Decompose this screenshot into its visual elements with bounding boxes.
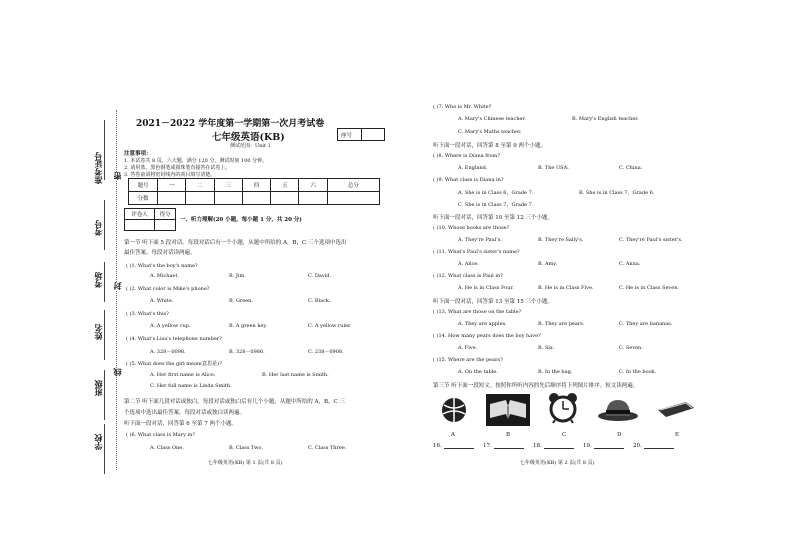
option-c: C. Mary's Maths teacher. (458, 129, 522, 135)
option-a: A. White. (150, 298, 174, 304)
side-name-label: 姓名 (93, 324, 103, 340)
option-a: A. He is in Class Four. (458, 285, 514, 291)
note-item: 1. 本试卷共 8 页，六大题，满分 120 分，测试时间 100 分钟。 (124, 158, 268, 164)
section1-part2-subinstruction: 听下面一段对话，回答第 6 至第 7 两个小题。 (124, 421, 237, 427)
picture-e-pencil-box-icon (656, 400, 696, 420)
option-a: A. 328－0098. (150, 349, 186, 355)
score-table-score-row (129, 192, 380, 205)
option-b: B. They're Sally's. (538, 237, 584, 243)
score-cell[interactable] (242, 192, 270, 205)
grader-score-cell[interactable] (155, 220, 176, 231)
option-a: A. They're Paul's. (458, 237, 502, 243)
option-b: B. A green key. (229, 323, 268, 329)
score-table-header-row (129, 179, 380, 192)
option-b: B. Mary's English teacher. (572, 116, 639, 122)
option-b: B. Amy. (538, 261, 557, 267)
picture-c-alarm-clock-icon (548, 392, 578, 424)
question-8: ( )8. Where is Diana from? (433, 153, 500, 159)
option-c: C. David. (308, 273, 332, 279)
side-field-line (104, 200, 105, 250)
option-a: A. Five. (458, 345, 478, 351)
grader-score-label: 得分 (155, 209, 176, 220)
answer-blank-18[interactable] (533, 443, 574, 449)
answer-line[interactable] (444, 443, 474, 449)
exam-subtitle: 七年级英语(KB) (212, 132, 285, 143)
picture-label: C (562, 432, 567, 438)
answer-blank-19[interactable] (583, 443, 624, 449)
score-table-header: 四 (242, 179, 270, 192)
option-b: B. Class Two. (229, 445, 263, 451)
seal-mark-xian: 线 (112, 368, 122, 376)
answer-line[interactable] (594, 443, 624, 449)
note-item: 3. 答卷前请将密封线内的项目填写清楚。 (124, 172, 216, 178)
option-a: A. Her first name is Alice. (150, 372, 216, 378)
score-cell[interactable] (327, 192, 379, 205)
option-b: B. He is in Class Five. (538, 285, 594, 291)
question-14: ( )14. How many pears does the boy have? (433, 333, 541, 339)
score-cell[interactable] (214, 192, 242, 205)
question-3: ( )3. What's this? (126, 311, 169, 317)
question-13: ( )13. What are those on the table? (433, 309, 522, 315)
answer-blank-20[interactable] (633, 443, 674, 449)
side-field-line (104, 262, 105, 302)
score-table-header: 五 (271, 179, 299, 192)
option-a: A. England. (458, 165, 488, 171)
option-c: C. A yellow ruler. (308, 323, 352, 329)
score-table-row-label: 分数 (129, 192, 158, 205)
question-1: ( )1. What's the boy's name? (126, 263, 198, 269)
option-b: B. Six. (538, 345, 555, 351)
option-c: C. They're Paul's sister's. (619, 237, 683, 243)
section1-part2-instructions: 第二节 听下面几段对话或独白。每段对话或独白后有几个小题，从题中所给的 A，B，C 三 (124, 399, 345, 405)
instruction-10-12: 听下面一段对话，回答第 10 至第 12 三个小题。 (433, 215, 553, 221)
note-item: 2. 请用蓝、黑色钢笔或圆珠笔直接答在试卷上。 (124, 165, 231, 171)
option-b: B. She is in Class 7，Grade 6. (579, 190, 655, 196)
option-a: A. She is in Class 6，Grade 7. (458, 190, 534, 196)
question-15: ( )15. Where are the pears? (433, 357, 503, 363)
seat-number-box[interactable] (337, 128, 385, 141)
grader-reviewer-label: 评卷人 (125, 209, 155, 220)
grader-reviewer-cell[interactable] (125, 220, 155, 231)
picture-d-hat-icon (597, 396, 639, 422)
instruction-13-15: 听下面一段对话，回答第 13 至第 15 三个小题。 (433, 299, 553, 305)
question-11: ( )11. What's Paul's sister's name? (433, 249, 520, 255)
option-c: C. 238－0908. (308, 349, 344, 355)
answer-blank-16[interactable] (433, 443, 474, 449)
answer-number: 17. (483, 443, 492, 449)
option-a: A. Class One. (150, 445, 184, 451)
option-a: A. They are apples. (458, 321, 507, 327)
test-scope: 测试范围：Unit 1 (230, 143, 271, 149)
option-b: B. They are pears. (538, 321, 585, 327)
score-table-header: 六 (299, 179, 327, 192)
answer-number: 19. (583, 443, 592, 449)
picture-label: D (617, 432, 622, 438)
picture-a-ball-icon (437, 396, 471, 424)
option-c: C. Class Three. (308, 445, 347, 451)
option-c: C. China. (619, 165, 643, 171)
seal-mark-feng: 封 (112, 282, 122, 290)
picture-label: A (451, 432, 455, 438)
seat-number-label: 座号 (341, 133, 353, 139)
score-cell[interactable] (299, 192, 327, 205)
score-cell[interactable] (158, 192, 186, 205)
option-c: C. Her full name is Linda Smith. (150, 383, 232, 389)
score-cell[interactable] (271, 192, 299, 205)
option-c: C. They are bananas. (619, 321, 673, 327)
score-cell[interactable] (186, 192, 214, 205)
option-b: B. Jim. (229, 273, 246, 279)
option-a: A. Alice. (458, 261, 479, 267)
side-exam-no-label: 准考证号 (93, 152, 103, 184)
section1-part2-instructions-cont: 个选项中选出最佳答案。每段对话或独白读两遍。 (124, 410, 246, 416)
option-b: B. Her last name is Smith. (262, 372, 329, 378)
score-table-header: 一 (158, 179, 186, 192)
option-c: C. In the book. (619, 369, 657, 375)
score-table-header: 总分 (327, 179, 379, 192)
answer-blank-17[interactable] (483, 443, 524, 449)
answer-number: 20. (633, 443, 642, 449)
option-b: B. 328－0980. (229, 349, 265, 355)
side-room-label: 考场 (93, 272, 103, 288)
score-table-header: 题号 (129, 179, 158, 192)
question-4: ( )4. What's Lisa's telephone number? (126, 336, 222, 342)
option-a: A. Mary's Chinese teacher. (458, 116, 526, 122)
grader-box (124, 208, 176, 231)
question-5: ( )5. What does the girl mean(意思是)? (126, 361, 222, 367)
section1-part3-instructions: 第三节 听下面一段短文。按照你所听内容的先后顺序将下列图片排序。短文读两遍。 (433, 383, 639, 389)
question-10: ( )10. Whose books are those? (433, 225, 510, 231)
answer-line[interactable] (494, 443, 524, 449)
option-c: C. He is in Class Seven. (619, 285, 680, 291)
option-c: C. Anna. (619, 261, 641, 267)
question-2: ( )2. What color is Mike's phone? (126, 286, 210, 292)
side-kaohao-label: 考号 (93, 220, 103, 236)
picture-b-book-icon (486, 394, 530, 426)
option-a: A. A yellow cup. (150, 323, 191, 329)
answer-line[interactable] (544, 443, 574, 449)
side-class-label: 班级 (93, 380, 103, 396)
instruction-8-9: 听下面一段对话，回答第 8 至第 9 两个小题。 (433, 143, 546, 149)
notes-heading: 注意事项： (124, 151, 152, 157)
side-field-line (104, 370, 105, 420)
option-a: A. Michael. (150, 273, 179, 279)
question-7: ( )7. Who is Mr. White? (433, 104, 492, 110)
option-a: A. On the table. (458, 369, 498, 375)
option-b: B. In the bag. (538, 369, 573, 375)
side-field-line (104, 424, 105, 474)
answer-number: 16. (433, 443, 442, 449)
side-field-line (104, 310, 105, 360)
side-field-line (104, 120, 105, 180)
option-b: B. Green. (229, 298, 253, 304)
picture-label: E (675, 432, 680, 438)
section1-part1-instructions-cont: 最佳答案。每段对话读两遍。 (124, 250, 196, 256)
section1-part1-instructions: 第一节 听下面 5 段对话。每段对话后有一个小题，从题中所给的 A，B，C 三个选项中选出 (124, 240, 347, 246)
answer-number: 18. (533, 443, 542, 449)
page-footer-right: 七年级英语(KB) 第 2 页(共 8 页) (520, 460, 595, 466)
side-school-label: 学校 (93, 434, 103, 450)
option-c: C. She is in Class 7，Grade 7. (458, 202, 534, 208)
seal-dotted-line (116, 110, 117, 470)
score-table (128, 178, 380, 205)
answer-line[interactable] (644, 443, 674, 449)
page-footer-left: 七年级英语(KB) 第 1 页(共 8 页) (208, 460, 283, 466)
section1-heading: 一、听力理解(20 小题，每小题 1 分，共 20 分) (180, 217, 302, 223)
exam-title: 2021－2022 学年度第一学期第一次月考试卷 (136, 119, 325, 129)
question-9: ( )9. What class is Diana in? (433, 177, 504, 183)
question-6: ( )6. What class is Mary in? (126, 432, 196, 438)
question-12: ( )12. What class is Paul in? (433, 273, 503, 279)
option-b: B. The USA. (538, 165, 569, 171)
score-table-header: 三 (214, 179, 242, 192)
picture-label: B (506, 432, 511, 438)
option-c: C. Seven. (619, 345, 643, 351)
option-c: C. Black. (308, 298, 331, 304)
seal-mark-mi: 密 (112, 172, 122, 180)
seat-divider (361, 129, 362, 140)
score-table-header: 二 (186, 179, 214, 192)
